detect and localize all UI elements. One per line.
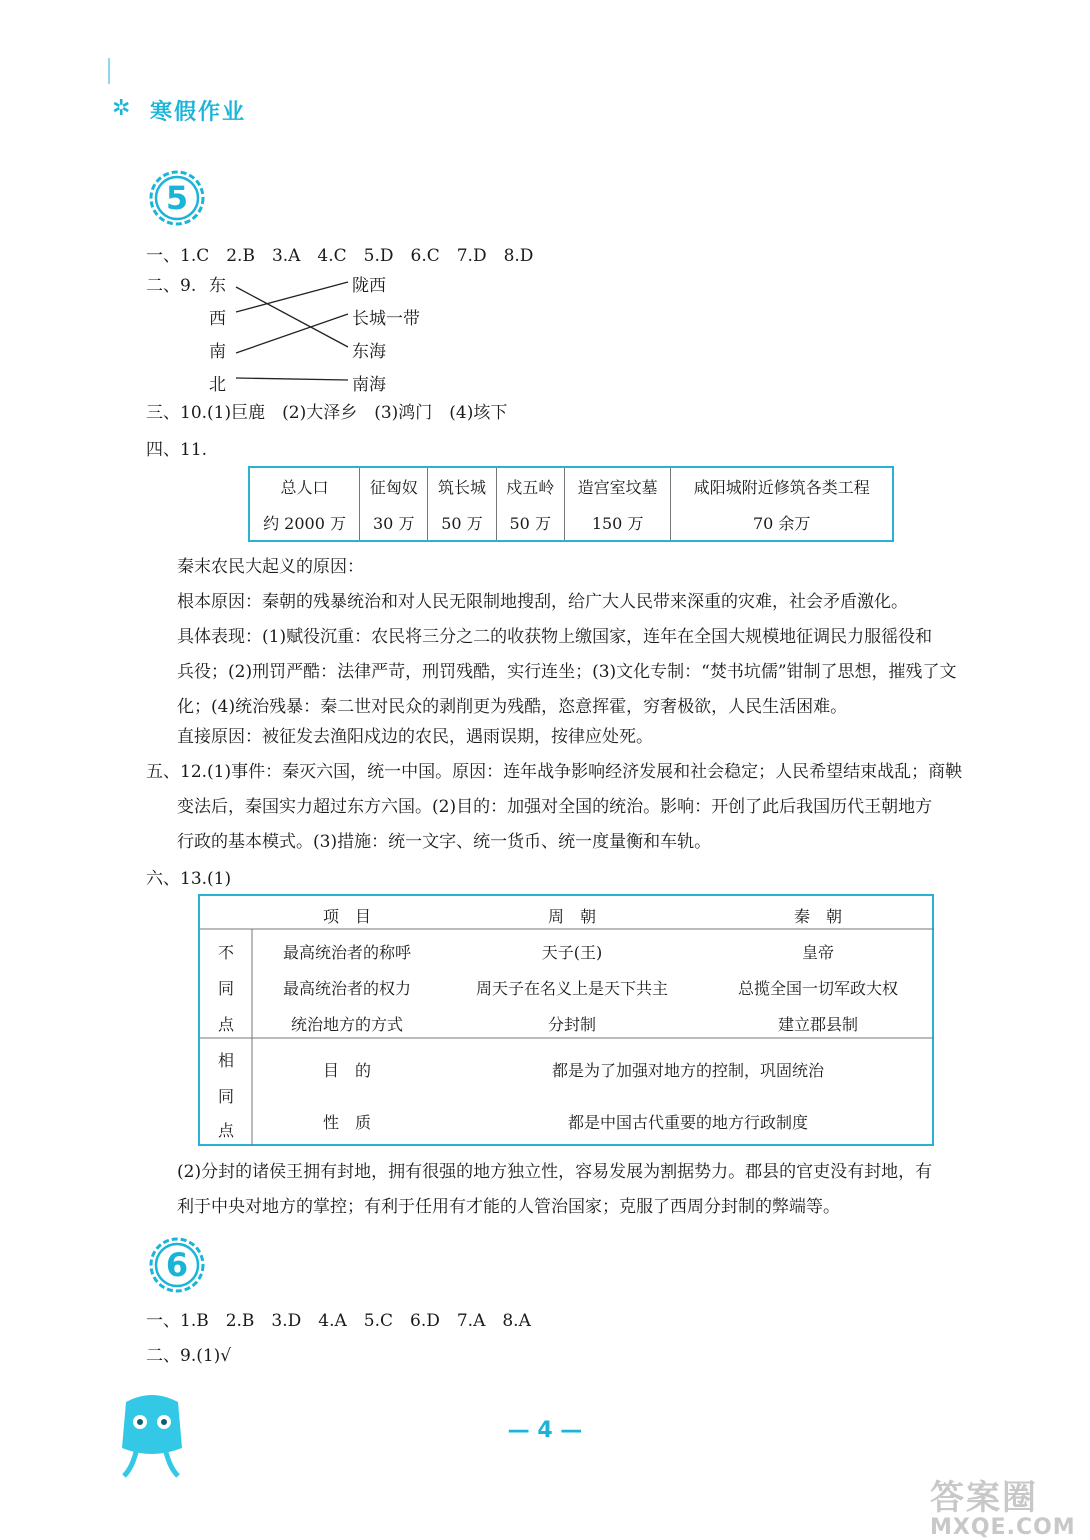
table-header: 戍五岭 bbox=[496, 467, 564, 504]
s5-part3-answers: 三、10.(1)巨鹿 (2)大泽乡 (3)鸿门 (4)垓下 bbox=[146, 403, 508, 423]
matching-lines bbox=[220, 270, 360, 390]
s5-part4-line: 根本原因：秦朝的残暴统治和对人民无限制地搜刮，给广大人民带来深重的灾难，社会矛盾激化。 bbox=[177, 592, 908, 612]
watermark-line2: MXQE.COM bbox=[930, 1515, 1076, 1540]
s5-part4-line: 兵役；(2)刑罚严酷：法律严苛，刑罚残酷，实行连坐；(3)文化专制：“焚书坑儒”钳制了思想，摧残了文 bbox=[177, 662, 957, 682]
snowflake-icon: ✲ bbox=[112, 96, 131, 121]
s6-part1-answers: 一、1.B 2.B 3.D 4.A 5.C 6.D 7.A 8.A bbox=[146, 1311, 531, 1331]
diff-label-char: 点 bbox=[217, 1015, 234, 1034]
matching-left-south: 南 bbox=[209, 342, 226, 362]
section-number: 5 bbox=[165, 179, 189, 217]
table-cell: 约 2000 万 bbox=[263, 513, 346, 533]
s6-part2-answers: 二、9.(1)√ bbox=[146, 1346, 232, 1366]
section-number: 6 bbox=[165, 1246, 189, 1284]
diff-row-item: 最高统治者的权力 bbox=[282, 979, 411, 998]
same-label-char: 相 bbox=[217, 1051, 234, 1070]
diff-row-item: 统治地方的方式 bbox=[290, 1015, 403, 1034]
s5-part4-line: 秦末农民大起义的原因： bbox=[177, 557, 364, 577]
s5-part4-line: 化；(4)统治残暴：秦二世对民众的剥削更为残酷，恣意挥霍，穷奢极欲，人民生活困难。 bbox=[177, 697, 848, 717]
s5-part4-line: 具体表现：(1)赋役沉重：农民将三分之二的收获物上缴国家，连年在全国大规模地征调民力服徭役和 bbox=[177, 627, 933, 647]
s5-part5-line: 行政的基本模式。(3)措施：统一文字、统一货币、统一度量衡和车轨。 bbox=[177, 832, 712, 852]
table-cell: 150 万 bbox=[564, 504, 671, 541]
matching-left-west: 西 bbox=[209, 309, 226, 329]
matching-left-east: 东 bbox=[209, 276, 226, 296]
s5-part5-line: 五、12.(1)事件：秦灭六国，统一中国。原因：连年战争影响经济发展和社会稳定；人民希望结束战乱；商鞅 bbox=[146, 762, 963, 782]
col-header-zhou: 周 朝 bbox=[547, 907, 596, 926]
s5-part6-answer2: 利于中央对地方的掌控；有利于任用有才能的人管治国家；克服了西周分封制的弊端等。 bbox=[177, 1197, 840, 1217]
section-badge-6 bbox=[148, 1236, 206, 1294]
same-row-value: 都是中国古代重要的地方行政制度 bbox=[567, 1113, 808, 1132]
comparison-table bbox=[198, 894, 934, 1146]
same-row-item: 性 质 bbox=[322, 1113, 371, 1132]
population-table bbox=[248, 466, 894, 542]
s5-part5-line: 变法后，秦国实力超过东方六国。(2)目的：加强对全国的统治。影响：开创了此后我国历代王朝地方 bbox=[177, 797, 933, 817]
diff-row-item: 最高统治者的称呼 bbox=[282, 943, 411, 962]
mascot-icon bbox=[112, 1388, 192, 1480]
matching-right-eastsea: 东海 bbox=[352, 342, 386, 362]
s5-part6-answer2: (2)分封的诸侯王拥有封地，拥有很强的地方独立性，容易发展为割据势力。郡县的官吏没有封地，有 bbox=[177, 1162, 933, 1182]
header-rule bbox=[108, 58, 110, 84]
diff-row-qin: 皇帝 bbox=[801, 943, 834, 962]
s5-part6-label: 六、13.(1) bbox=[146, 869, 232, 889]
s5-part4-line: 直接原因：被征发去渔阳戍边的农民，遇雨误期，按律应处死。 bbox=[177, 727, 653, 747]
diff-row-qin: 总揽全国一切军政大权 bbox=[737, 979, 898, 998]
table-cell: 50 万 bbox=[428, 504, 496, 541]
watermark-logo bbox=[930, 1470, 1080, 1540]
diff-row-qin: 建立郡县制 bbox=[777, 1015, 858, 1034]
table-cell: 70 余万 bbox=[671, 504, 893, 541]
same-row-item: 目 的 bbox=[322, 1061, 371, 1080]
matching-right-greatwall: 长城一带 bbox=[352, 309, 420, 329]
table-header: 总人口 bbox=[280, 477, 329, 497]
table-header: 征匈奴 bbox=[360, 467, 428, 504]
header-title: 寒假作业 bbox=[150, 100, 247, 125]
matching-right-longxi: 陇西 bbox=[352, 276, 386, 296]
diff-row-zhou: 周天子在名义上是天下共主 bbox=[475, 979, 668, 998]
matching-right-southsea: 南海 bbox=[352, 375, 386, 395]
table-cell: 30 万 bbox=[360, 504, 428, 541]
col-header-qin: 秦 朝 bbox=[793, 907, 842, 926]
same-label-char: 点 bbox=[217, 1121, 234, 1140]
s5-part1-answers: 一、1.C 2.B 3.A 4.C 5.D 6.C 7.D 8.D bbox=[146, 246, 534, 266]
s5-part2-label: 二、9. bbox=[146, 276, 197, 296]
table-header: 咸阳城附近修筑各类工程 bbox=[671, 467, 893, 504]
diff-label-char: 不 bbox=[217, 943, 234, 962]
same-label-char: 同 bbox=[217, 1087, 234, 1106]
same-row-value: 都是为了加强对地方的控制，巩固统治 bbox=[551, 1061, 824, 1080]
page-number: — 4 — bbox=[507, 1418, 583, 1443]
col-header-item: 项 目 bbox=[322, 907, 371, 926]
table-header: 筑长城 bbox=[428, 467, 496, 504]
diff-label-char: 同 bbox=[217, 979, 234, 998]
diff-row-zhou: 天子(王) bbox=[541, 943, 603, 962]
section-badge-5 bbox=[148, 169, 206, 227]
diff-row-zhou: 分封制 bbox=[547, 1015, 596, 1034]
table-header: 造宫室坟墓 bbox=[564, 467, 671, 504]
matching-left-north: 北 bbox=[209, 375, 226, 395]
watermark-line1: 答案圈 bbox=[930, 1478, 1038, 1518]
s5-part4-label: 四、11. bbox=[146, 440, 208, 460]
table-cell: 50 万 bbox=[496, 504, 564, 541]
